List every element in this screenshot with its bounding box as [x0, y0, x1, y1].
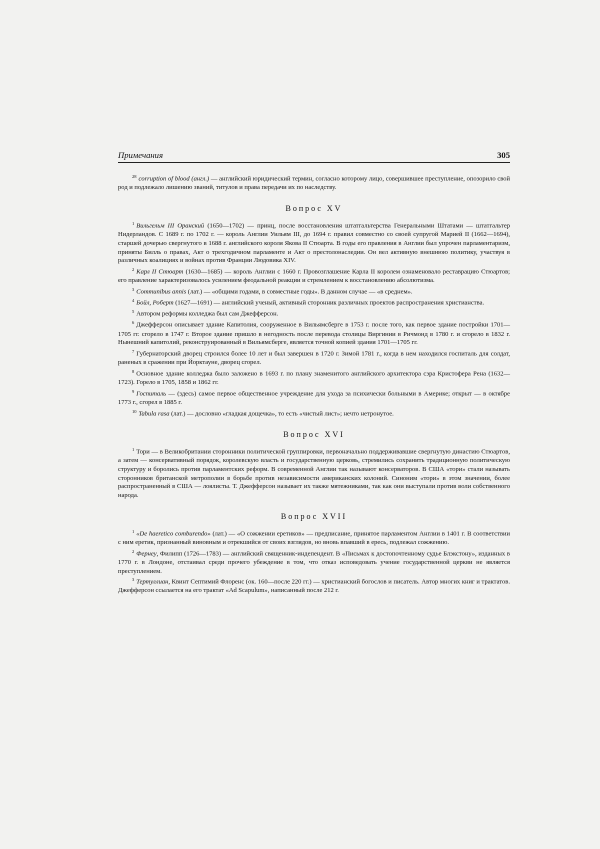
- notes-section: [118, 512, 510, 596]
- footnote-term: Карл II Стюарт: [136, 268, 184, 276]
- notes-content: [118, 173, 510, 596]
- footnote: [118, 220, 510, 266]
- footnote: [118, 528, 510, 548]
- footnote-number: 9: [132, 388, 135, 394]
- footnote-text: , Филипп (1726—1783) — английский священник-индепендент. В «Письмах к достопочтенному судье Блэкстону», изданных в 1770 г. в Лондоне, отстаивал среди прочего убеждение в том, что отказ исповедовать учение государственной церкви не является преступлением.: [118, 550, 510, 575]
- footnote-number: 1: [132, 528, 135, 534]
- footnote-number: 1: [132, 220, 135, 226]
- running-title: Примечания: [118, 150, 163, 160]
- footnote-text: — английский юридический термин, согласно которому лицо, совершившее преступление, опозорило свой род и подлежало лишению званий, титулов и права передачи их по наследству.: [118, 175, 510, 192]
- footnote: [118, 388, 510, 408]
- footnote-text: (лат.) — дословно «гладкая дощечка», то есть «чистый лист»; нечто нетронутое.: [169, 410, 394, 418]
- footnote-number: 2: [132, 548, 135, 554]
- section-heading: Вопрос XVI: [283, 429, 345, 439]
- footnote-term: Тертуллиан: [136, 578, 169, 586]
- footnote-term: corruption of blood (англ.): [138, 175, 210, 183]
- footnote-number: 7: [132, 349, 135, 355]
- footnote-text: (1650—1702) — принц, после восстановления штатгальтерства Генеральными Штатами — штатгальтер Нидерландов. С 1689 г. по 1702 г. — король Англии Уильям III, до 1694 г. правил совместно со своей супругой Марией II (1662—1694), старшей дочерью свергнутого в 1688 г. английского короля Якова II Стюарта. В годы его правления в Англии был упрочен парламентаризм, приняты Билль о правах, Акт о трехгодичном парламенте и Акт о престолонаследии. Он вел активную внешнюю политику, участвуя в различных коалициях и войнах против Франции Людовика XIV.: [118, 222, 510, 265]
- section-heading: Вопрос XV: [285, 203, 343, 213]
- footnote: [118, 308, 510, 319]
- notes-section: [118, 430, 510, 501]
- footnote: [118, 348, 510, 368]
- footnote: [118, 548, 510, 577]
- footnote-term: Бойл, Роберт: [136, 299, 174, 307]
- footnote: [118, 173, 510, 193]
- footnote-term: «De haeretico comburendo»: [136, 530, 211, 538]
- footnote-term: Вильгельм III Оранский: [136, 222, 205, 230]
- notes-section: [118, 173, 510, 193]
- footnote-text: Автором реформы колледжа был сам Джефферсон.: [136, 310, 279, 318]
- page-number: 305: [497, 150, 510, 160]
- footnote-number: 1: [132, 446, 135, 452]
- footnote: [118, 368, 510, 388]
- footnote-number: 3: [132, 286, 135, 292]
- footnote-term: Госпиталь: [136, 390, 167, 398]
- footnote-number: 28: [132, 174, 137, 179]
- footnote-number: 10: [132, 408, 137, 414]
- section-heading: Вопрос XVII: [280, 511, 348, 521]
- footnote-term: Communibus annis: [136, 288, 187, 296]
- footnote-text: Тори — в Великобритании сторонники политической группировки, первоначально поддерживавшие свергнутую династию Стюартов, а затем — консервативный порядок, королевскую власть и государственную церковь, стремились сохранить традиционную политическую структуру и боролись против парламентских реформ. В современной Англии так называют консерваторов. В США «тори» стали называть сторонников британской метрополии в борьбе против независимости американских колоний. Синоним «тори» в этом значении, более распространенный в США — лоялисты. Т. Джефферсон называет их также мятежниками, так как они выступали против воли собственного народа.: [118, 448, 510, 499]
- footnote-text: Основное здание колледжа было заложено в 1693 г. по плану знаменитого английского архитектора сэра Кристофера Рена (1632—1723). Горело в 1705, 1858 и 1862 гг.: [118, 370, 510, 387]
- footnote-term: Фернеу: [136, 550, 157, 558]
- footnote-number: 2: [132, 266, 135, 272]
- footnote-number: 8: [132, 368, 135, 374]
- footnote-number: 3: [132, 577, 135, 583]
- notes-section: [118, 204, 510, 419]
- footnote-text: — (здесь) самое первое общественное учреждение для ухода за психически больными в Америке; открыт — в октябре 1773 г., сгорел в 1885 г.: [118, 390, 510, 407]
- footnote: [118, 408, 510, 419]
- footnote-text: , Квинт Септимий Флоренс (ок. 160—после 220 гг.) — христианский богослов и писатель. Автор многих книг и трактатов. Джефферсон ссылается на его трактат «Ad Scapulum», написанный после 212 г.: [118, 578, 510, 595]
- footnote-term: Tabula rasa: [138, 410, 170, 418]
- footnote: [118, 266, 510, 286]
- footnote: [118, 576, 510, 596]
- footnote: [118, 286, 510, 297]
- footnote-number: 6: [132, 320, 135, 326]
- footnote: [118, 446, 510, 501]
- footnote-number: 5: [132, 309, 135, 315]
- footnote-text: Губернаторский дворец строился более 10 лет и был завершен в 1720 г. Зимой 1781 г., когда в нем находился госпиталь для солдат, раненых в сражении при Йорктауне, дворец сгорел.: [118, 350, 510, 367]
- footnote: [118, 319, 510, 348]
- footnote: [118, 297, 510, 308]
- footnote-text: (лат.) — «О сожжении еретиков» — предписание, принятое парламентом Англии в 1401 г. В соответствии с ним еретик, признанный виновным и отрекшийся от своих взглядов, но вновь впавший в ересь, подлежал сожжению.: [118, 530, 511, 546]
- running-header: [118, 150, 510, 163]
- footnote-number: 4: [132, 298, 135, 304]
- footnote-text: (1627—1691) — английский ученый, активный сторонник различных проектов распространения христианства.: [173, 299, 485, 307]
- footnote-text: (лат.) — «общими годами, в совместные годы». В данном случае — «в среднем».: [186, 288, 413, 296]
- footnote-text: (1630—1685) — король Англии с 1660 г. Провозглашение Карла II королем ознаменовало реставрацию Стюартов; его правление характеризовалось усилением феодальной реакции и стремлением к восстановлению абсолютизма.: [118, 268, 510, 285]
- footnote-text: Джефферсон описывает здание Капитолия, сооруженное в Вильямсберге в 1753 г. после того, как первое здание постройки 1701—1705 гг. сгорело в 1747 г. Второе здание пришло в негодность после перевода столицы Виргинии в Ричмонд в 1780 г. и сгорело в 1832 г. Нынешний капитолий, реконструированный в Вильямсберге, является точной копией здания 1701—1705 гг.: [118, 321, 510, 347]
